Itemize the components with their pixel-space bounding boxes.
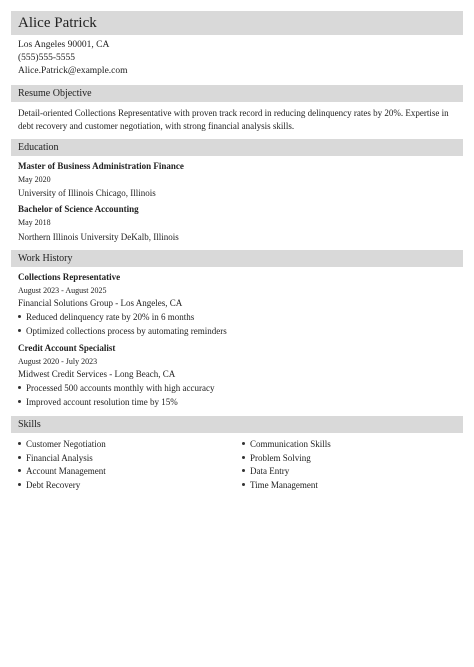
job-dates: August 2023 - August 2025 [18,286,107,295]
work-section-header [11,250,463,267]
education-date: May 2020 [18,175,51,184]
skill-item [242,438,331,451]
skill-item [18,452,93,465]
contact-phone: (555)555-5555 [18,53,75,63]
skill-text: Financial Analysis [26,453,93,463]
name-header-bar [11,11,463,35]
skill-text: Time Management [250,480,318,490]
skills-section-header [11,416,463,433]
skill-text: Problem Solving [250,453,311,463]
skill-item [18,479,80,492]
bullet-dot-icon [18,329,21,332]
job-company: Midwest Credit Services - Long Beach, CA [18,369,176,379]
education-section-header [11,139,463,156]
bullet-dot-icon [242,469,245,472]
bullet-dot-icon [18,400,21,403]
bullet-dot-icon [18,456,21,459]
skill-item [242,479,318,492]
job-bullet [18,311,194,324]
job-company: Financial Solutions Group - Los Angeles, CA [18,298,183,308]
objective-text: Detail-oriented Collections Representative with proven track record in reducing delinquency rates by 20%. Expertise in debt recovery and customer negotiation, with strong financial analysis skills. [18,108,449,131]
bullet-dot-icon [18,442,21,445]
bullet-dot-icon [18,386,21,389]
skill-item [242,452,311,465]
job-bullet-text: Improved account resolution time by 15% [26,397,178,407]
skill-text: Data Entry [250,466,290,476]
education-degree: Master of Business Administration Finance [18,161,184,171]
skill-item [18,438,106,451]
education-date: May 2018 [18,218,51,227]
education-degree: Bachelor of Science Accounting [18,204,139,214]
education-school: Northern Illinois University DeKalb, Illinois [18,232,179,242]
skills-title: Skills [18,419,41,430]
education-school: University of Illinois Chicago, Illinois [18,188,156,198]
bullet-dot-icon [242,456,245,459]
job-role: Collections Representative [18,272,121,282]
bullet-dot-icon [242,483,245,486]
job-bullet-text: Processed 500 accounts monthly with high accuracy [26,383,215,393]
job-bullet-text: Optimized collections process by automating reminders [26,326,227,336]
skill-item [18,465,106,478]
contact-email: Alice.Patrick@example.com [18,66,128,76]
bullet-dot-icon [18,315,21,318]
bullet-dot-icon [242,442,245,445]
job-role: Credit Account Specialist [18,343,116,353]
bullet-dot-icon [18,483,21,486]
bullet-dot-icon [18,469,21,472]
job-bullet [18,396,178,409]
skill-text: Account Management [26,466,106,476]
job-bullet-text: Reduced delinquency rate by 20% in 6 months [26,312,195,322]
work-title: Work History [18,253,73,264]
objective-title: Resume Objective [18,88,92,99]
job-dates: August 2020 - July 2023 [18,357,98,366]
job-bullet [18,325,227,338]
objective-section-header [11,85,463,102]
skill-text: Debt Recovery [26,480,81,490]
skill-text: Customer Negotiation [26,439,106,449]
contact-address: Los Angeles 90001, CA [18,40,110,50]
candidate-name: Alice Patrick [18,14,97,31]
education-title: Education [18,142,59,153]
job-bullet [18,382,214,395]
skill-text: Communication Skills [250,439,331,449]
skill-item [242,465,289,478]
